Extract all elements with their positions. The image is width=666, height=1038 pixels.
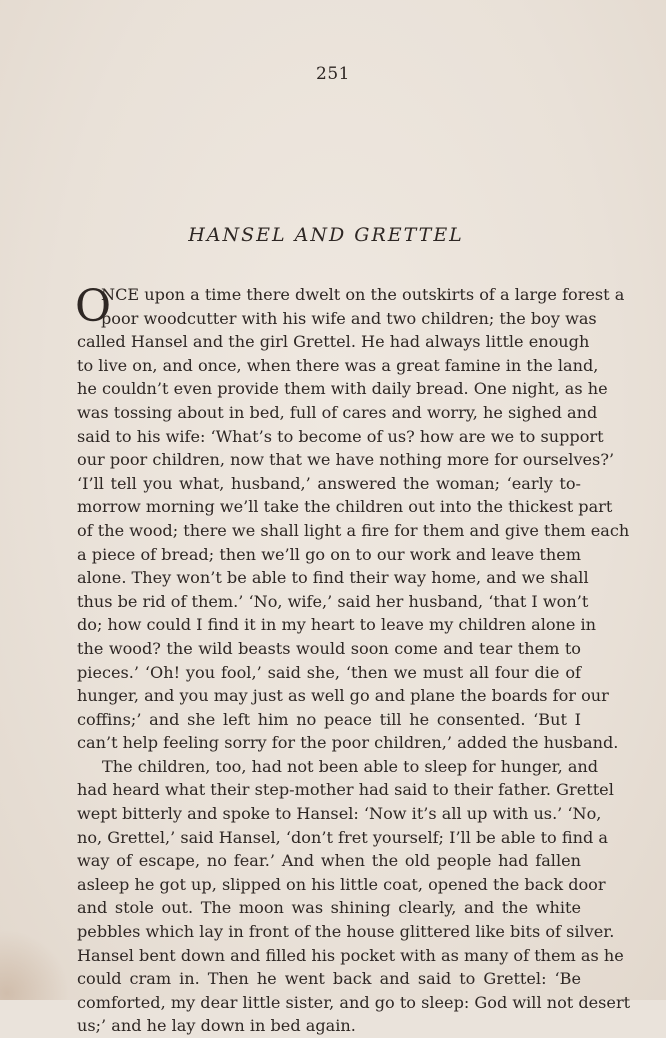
text-line: wept bitterly and spoke to Hansel: ‘Now it’s all up with us.’ ‘No, (77, 804, 602, 824)
text-line: coffins;’ and she left him no peace till he consented. ‘But I (77, 709, 581, 729)
drop-cap: O (75, 281, 112, 332)
text-line: our poor children, now that we have nothing more for ourselves?’ (77, 450, 615, 470)
text-line: could cram in. Then he went back and said to Grettel: ‘Be (77, 969, 581, 989)
text-line: way of escape, no fear.’ And when the old people had fallen (77, 851, 581, 871)
text-line: pieces.’ ‘Oh! you fool,’ said she, ‘then we must all four die of (77, 662, 581, 682)
text-line: said to his wife: ‘What’s to become of us? how are we to support (77, 426, 604, 446)
text-line: alone. They won’t be able to find their way home, and we shall (77, 568, 589, 588)
paper-stain (0, 930, 70, 1000)
text-line: thus be rid of them.’ ‘No, wife,’ said her husband, ‘that I won’t (77, 591, 589, 611)
text-line: to live on, and once, when there was a great famine in the land, (77, 355, 599, 375)
text-line: morrow morning we’ll take the children out into the thickest part (77, 497, 613, 517)
text-line: us;’ and he lay down in bed again. (77, 1016, 356, 1036)
chapter-title: HANSEL AND GRETTEL (188, 224, 464, 246)
text-line: pebbles which lay in front of the house glittered like bits of silver. (77, 922, 615, 942)
text-line: ‘I’ll tell you what, husband,’ answered the woman; ‘early to- (77, 473, 581, 493)
text-line: no, Grettel,’ said Hansel, ‘don’t fret yourself; I’ll be able to find a (77, 827, 608, 847)
text-line: Hansel bent down and filled his pocket with as many of them as he (77, 945, 624, 965)
text-line: and stole out. The moon was shining clearly, and the white (77, 898, 581, 918)
text-line: hunger, and you may just as well go and plane the boards for our (77, 686, 609, 706)
text-line: called Hansel and the girl Grettel. He had always little enough (77, 332, 590, 352)
text-line: The children, too, had not been able to sleep for hunger, and (102, 756, 599, 776)
text-line: comforted, my dear little sister, and go to sleep: God will not desert (77, 992, 631, 1012)
text-line: NCE upon a time there dwelt on the outskirts of a large forest a (101, 285, 625, 304)
text-line: the wood? the wild beasts would soon come and tear them to (77, 638, 581, 658)
text-line: he couldn’t even provide them with daily bread. One night, as he (77, 379, 608, 399)
text-line: a piece of bread; then we’ll go on to our work and leave them (77, 544, 581, 564)
page-number: 251 (316, 64, 350, 84)
drop-cap-rest: NCE (101, 285, 140, 304)
text-line: was tossing about in bed, full of cares and worry, he sighed and (77, 402, 598, 422)
text-line: of the wood; there we shall light a fire for them and give them each (77, 520, 630, 540)
text-line: asleep he got up, slipped on his little coat, opened the back door (77, 874, 606, 894)
text-line: do; how could I find it in my heart to leave my children alone in (77, 615, 597, 635)
text-line: can’t help feeling sorry for the poor children,’ added the husband. (77, 733, 619, 753)
text-line: poor woodcutter with his wife and two children; the boy was (101, 308, 597, 328)
text-line: had heard what their step-mother had said to their father. Grettel (77, 780, 614, 800)
story-text (75, 281, 631, 1038)
